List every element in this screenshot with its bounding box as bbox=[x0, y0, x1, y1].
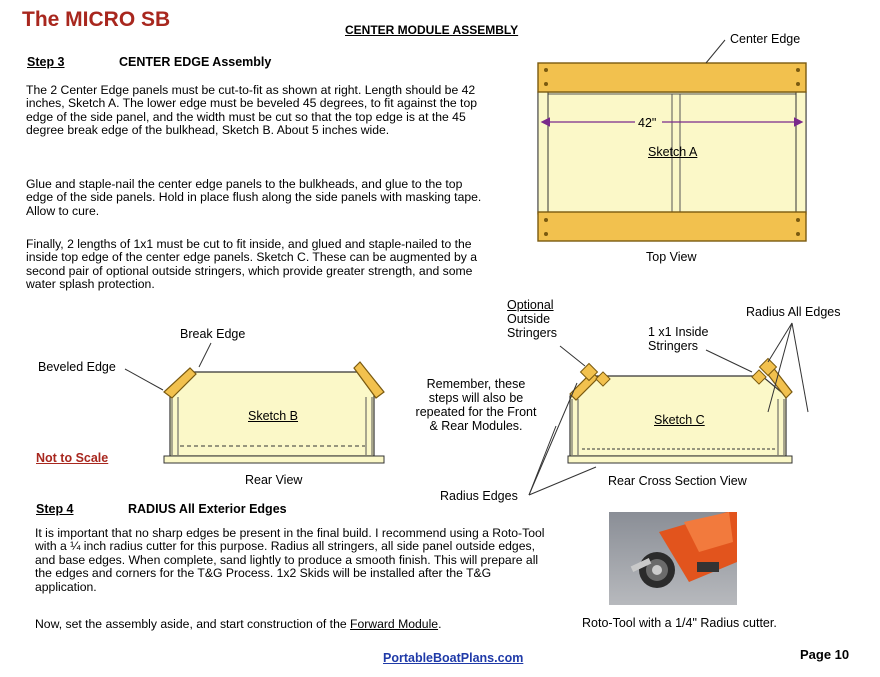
remember-note: Remember, these steps will also be repeated for the Front & Rear Modules. bbox=[415, 377, 537, 433]
center-edge-panel-bottom bbox=[538, 212, 806, 241]
step3-paragraph-2: Glue and staple-nail the center edge panels to the bulkheads, and glue to the top edge of the side panels. Hold in place flush along the side panels with masking tape. Allow to cure. bbox=[26, 177, 482, 218]
step4-number: Step 4 bbox=[36, 502, 74, 516]
step4-heading bbox=[36, 502, 287, 516]
step4-paragraph-1: It is important that no sharp edges be present in the final build. I recommend using a Roto-Tool with a ¼ inch radius cutter for this purpose. Radius all stringers, all side panel outside edges, and base edges. When complete, sand lightly to produce a smooth finish. This will prepare all the edges and corners for the T&G Process. 1x2 Skids will be installed after the T&G application. bbox=[35, 526, 545, 594]
center-edge-panel-top bbox=[538, 63, 806, 92]
radius-edges-label: Radius Edges bbox=[440, 489, 518, 503]
step3-paragraph-1: The 2 Center Edge panels must be cut-to-fit as shown at right. Length should be 42 inches, Sketch A. The lower edge must be beveled 45 degrees, to fit against the top edge of the side panel, and the width must be cut so that the top edge is at the 45 degree break edge of the bulkhead, Sketch B. About 5 inches wide. bbox=[26, 83, 477, 138]
sketch-a-label: Sketch A bbox=[648, 145, 698, 159]
sketch-c-label: Sketch C bbox=[654, 413, 705, 427]
step4-title: RADIUS All Exterior Edges bbox=[128, 502, 287, 516]
sketch-b-label: Sketch B bbox=[248, 409, 299, 423]
step3-number: Step 3 bbox=[27, 55, 65, 69]
roto-tool-photo bbox=[609, 512, 737, 605]
beveled-edge-label: Beveled Edge bbox=[38, 360, 116, 374]
not-to-scale-note: Not to Scale bbox=[36, 451, 109, 465]
brand-title: The MICRO SB bbox=[22, 8, 171, 31]
radius-all-edges-label: Radius All Edges bbox=[746, 305, 841, 319]
step3-title: CENTER EDGE Assembly bbox=[119, 55, 272, 69]
page-heading: CENTER MODULE ASSEMBLY bbox=[345, 23, 519, 37]
sketch-a-caption: Top View bbox=[646, 250, 697, 264]
inside-stringers-label: 1 x1 Inside Stringers bbox=[648, 325, 709, 353]
sketch-b-caption: Rear View bbox=[245, 473, 303, 487]
optional-stringers-label: Optional Outside Stringers bbox=[507, 298, 558, 340]
sketch-c-caption: Rear Cross Section View bbox=[608, 474, 747, 488]
photo-caption: Roto-Tool with a 1/4" Radius cutter. bbox=[582, 616, 777, 630]
dimension-label: 42" bbox=[638, 116, 657, 130]
site-link[interactable]: PortableBoatPlans.com bbox=[383, 651, 524, 665]
page-number: Page 10 bbox=[800, 647, 850, 662]
sketch-a-top-view bbox=[538, 40, 806, 241]
step3-paragraph-3: Finally, 2 lengths of 1x1 must be cut to fit inside, and glued and staple-nailed to the inside top edge of the center edge panels. Sketch C. These can be augmented by a second pair of optional outside stringers, which provide greater strength, and some water splash protection. bbox=[26, 237, 478, 292]
step4-paragraph-2: Now, set the assembly aside, and start construction of the Forward Module. bbox=[35, 617, 442, 631]
forward-module-link[interactable]: Forward Module bbox=[350, 617, 439, 631]
sketch-b-rear-view bbox=[125, 343, 384, 463]
center-edge-label: Center Edge bbox=[730, 32, 801, 46]
break-edge-label: Break Edge bbox=[180, 327, 246, 341]
